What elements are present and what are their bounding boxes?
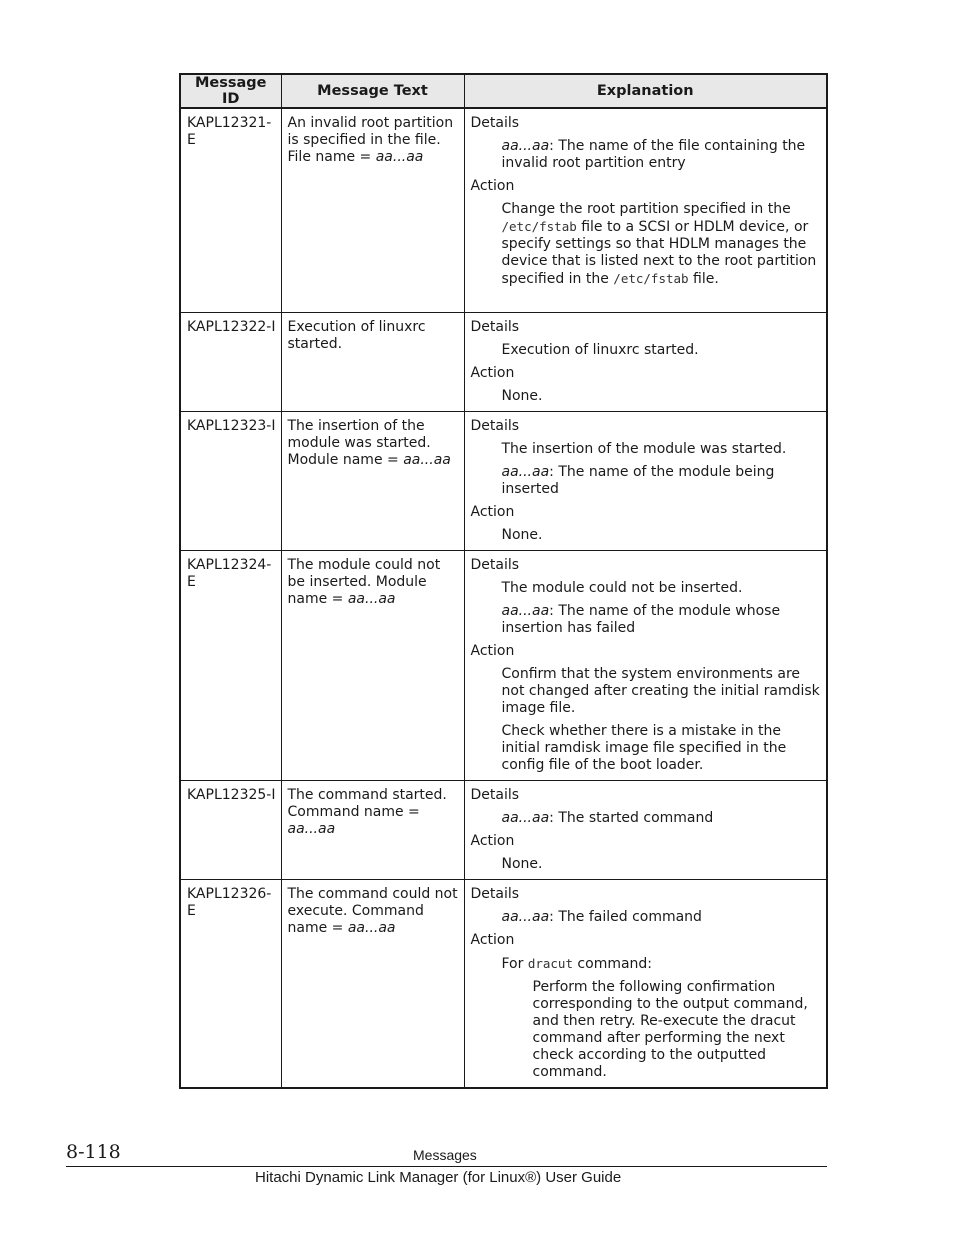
action-text: For dracut command: — [501, 955, 653, 972]
table-row — [180, 780, 827, 879]
message-id: KAPL12321-E — [180, 108, 281, 312]
message-id: KAPL12326-E — [180, 879, 281, 1088]
table-header-row — [180, 74, 827, 108]
table-row — [180, 108, 827, 312]
header-message-text: Message Text — [281, 74, 464, 108]
explanation — [464, 108, 827, 312]
action-label: Action — [470, 503, 515, 520]
details-label: Details — [470, 556, 520, 573]
details-label: Details — [470, 786, 520, 803]
message-id: KAPL12325-I — [180, 780, 281, 879]
action-text: None. — [501, 387, 543, 404]
details-text: aa...aa: The failed command — [501, 908, 702, 925]
details-text: aa...aa: The started command — [501, 809, 714, 826]
details-label: Details — [470, 318, 520, 335]
explanation — [464, 312, 827, 411]
action-label: Action — [470, 178, 515, 194]
footer-divider — [66, 1166, 827, 1167]
action-subtext: Perform the following confirmation corresponding to the output command, and then retry. Re-execute the dracut command after performing the next check according to the outputted command. — [532, 978, 808, 1080]
details-label: Details — [470, 417, 520, 434]
message-text: The command started. Command name = aa...aa — [281, 780, 464, 879]
message-id: KAPL12324-E — [180, 550, 281, 780]
details-text: aa...aa: The name of the module whose insertion has failed — [501, 602, 781, 636]
table-row — [180, 550, 827, 780]
book-title: Hitachi Dynamic Link Manager (for Linux®) User Guide — [255, 1169, 622, 1186]
header-explanation: Explanation — [464, 74, 827, 108]
code-path: /etc/fstab — [613, 271, 689, 286]
message-text: The command could not execute. Command name = aa...aa — [281, 879, 464, 1088]
action-label: Action — [470, 364, 515, 381]
messages-table — [179, 73, 828, 1089]
page-number: 8-118 — [66, 1141, 121, 1163]
table-row — [180, 879, 827, 1088]
action-text: Check whether there is a mistake in the initial ramdisk image file specified in the config file of the boot loader. — [501, 722, 787, 773]
message-id: KAPL12322-I — [180, 312, 281, 411]
details-text: aa...aa: The name of the module being inserted — [501, 463, 775, 497]
message-text: Execution of linuxrc started. — [281, 312, 464, 411]
action-label: Action — [470, 931, 515, 948]
explanation — [464, 780, 827, 879]
explanation — [464, 879, 827, 1088]
explanation — [464, 411, 827, 550]
details-text: Execution of linuxrc started. — [501, 341, 699, 358]
message-text: The insertion of the module was started. Module name = aa...aa — [281, 411, 464, 550]
code-path: /etc/fstab — [501, 219, 577, 234]
code-command: dracut — [527, 955, 573, 971]
action-text: Confirm that the system environments are not changed after creating the initial ramdisk image file. — [501, 665, 820, 716]
explanation — [464, 550, 827, 780]
header-message-id: Message ID — [180, 74, 281, 108]
table-row — [180, 312, 827, 411]
action-text: Change the root partition specified in the /etc/fstab file to a SCSI or HDLM device, or specify settings so that HDLM manages the device that is listed next to the root partition specified in the /etc/fstab file. — [501, 201, 817, 287]
details-text: aa...aa: The name of the file containing the invalid root partition entry — [501, 138, 806, 171]
details-text: The module could not be inserted. — [501, 579, 743, 596]
action-text: None. — [501, 855, 543, 872]
section-name: Messages — [413, 1147, 477, 1163]
details-label: Details — [470, 115, 520, 131]
details-label: Details — [470, 885, 520, 902]
details-text: The insertion of the module was started. — [501, 440, 787, 457]
message-text: An invalid root partition is specified in the file. File name = aa...aa — [281, 108, 464, 312]
message-text: The module could not be inserted. Module name = aa...aa — [281, 550, 464, 780]
table-row — [180, 411, 827, 550]
message-id: KAPL12323-I — [180, 411, 281, 550]
action-label: Action — [470, 832, 515, 849]
action-label: Action — [470, 642, 515, 659]
action-text: None. — [501, 526, 543, 543]
